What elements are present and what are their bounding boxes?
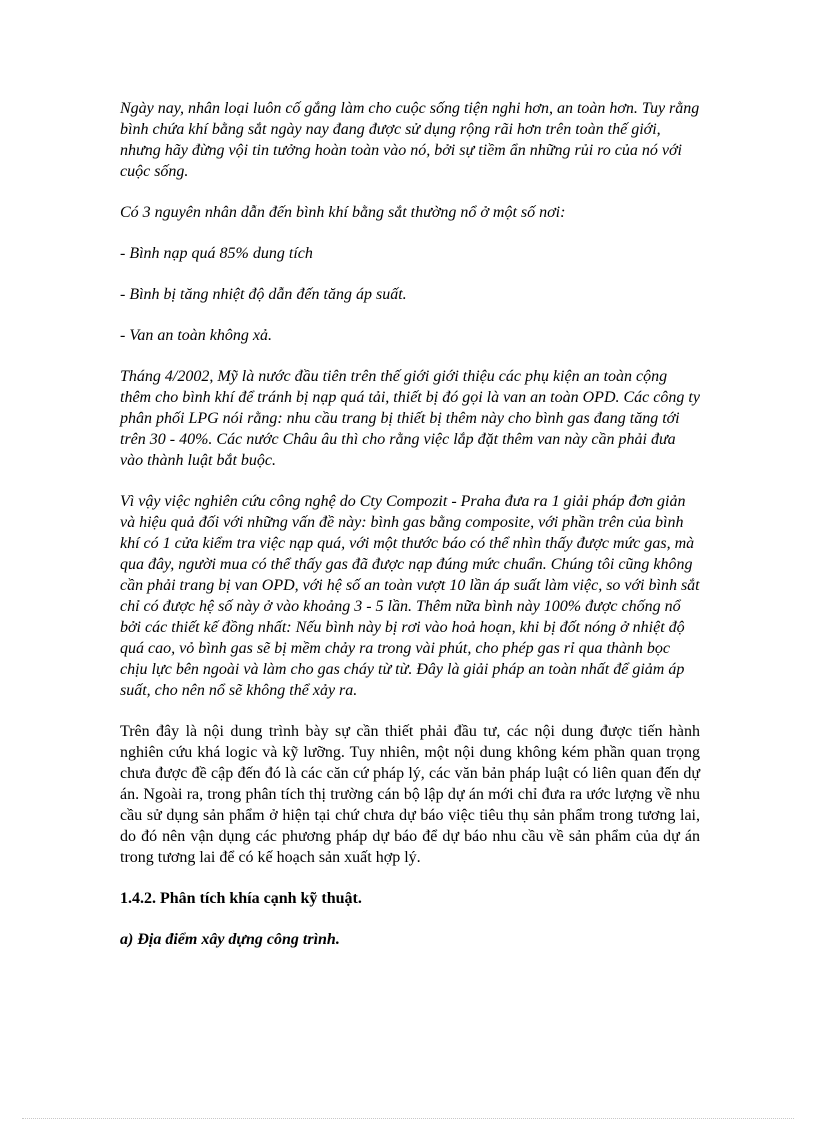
page-bottom-divider [22,1118,794,1119]
section-heading: 1.4.2. Phân tích khía cạnh kỹ thuật. [120,890,362,907]
paragraph-research: Vì vậy việc nghiên cứu công nghệ do Cty Compozit - Praha đưa ra 1 giải pháp đơn giản và hiệu quả đối với những vấn đề này: bình gas bằng composite, với phần trên của bình khí có 1 cửa kiểm tra việc nạp quá, với một thước báo có thể nhìn thấy được mức gas, mà qua đây, người mua có thể thấy gas đã được nạp đúng mức chuẩn. Chúng tôi cũng không cần phải trang bị van OPD, với hệ số an toàn vượt 10 lần áp suất làm việc, so với bình sắt chỉ có được hệ số này ở vào khoảng 3 - 5 lần. Thêm nữa bình này 100% được chống nổ bởi các thiết kế đồng nhất: Nếu bình này bị rơi vào hoả hoạn, khi bị đốt nóng ở nhiệt độ quá cao, vỏ bình gas sẽ bị mềm chảy ra trong vài phút, cho phép gas rỉ qua thành bọc chịu lực bên ngoài và làm cho gas cháy từ từ. Đây là giải pháp an toàn nhất để giảm áp suất, cho nên nổ sẽ không thể xảy ra. [120,493,700,699]
document-page [120,98,700,950]
paragraph-summary: Trên đây là nội dung trình bày sự cần thiết phải đầu tư, các nội dung được tiến hành nghiên cứu khá logic và kỹ lưỡng. Tuy nhiên, một nội dung không kém phần quan trọng chưa được đề cập đến đó là các căn cứ pháp lý, các văn bản pháp luật có liên quan đến dự án. Ngoài ra, trong phân tích thị trường cán bộ lập dự án mới chỉ đưa ra ước lượng về nhu cầu sử dụng sản phẩm ở hiện tại chứ chưa dự báo việc tiêu thụ sản phẩm trong tương lai, do đó nên vận dụng các phương pháp dự báo để dự báo nhu cầu về sản phẩm của dự án trong tương lai để có kế hoạch sản xuất hợp lý. [120,723,700,866]
list-item-cause-3: - Van an toàn không xả. [120,327,272,344]
list-item-cause-2: - Bình bị tăng nhiệt độ dẫn đến tăng áp suất. [120,286,407,303]
paragraph-april-2002: Tháng 4/2002, Mỹ là nước đầu tiên trên thế giới giới thiệu các phụ kiện an toàn cộng thêm cho bình khí để tránh bị nạp quá tải, thiết bị đó gọi là van an toàn OPD. Các công ty phân phối LPG nói rằng: nhu cầu trang bị thiết bị thêm này cho bình gas đang tăng tới trên 30 - 40%. Các nước Châu âu thì cho rằng việc lắp đặt thêm van này cần phải đưa vào thành luật bắt buộc. [120,368,700,469]
paragraph-intro: Ngày nay, nhân loại luôn cố gắng làm cho cuộc sống tiện nghi hơn, an toàn hơn. Tuy rằng bình chứa khí bằng sắt ngày nay đang được sử dụng rộng rãi hơn trên toàn thế giới, nhưng hãy đừng vội tin tưởng hoàn toàn vào nó, bởi sự tiềm ẩn những rủi ro của nó với cuộc sống. [120,100,700,180]
subsection-heading: a) Địa điểm xây dựng công trình. [120,931,340,948]
paragraph-causes-intro: Có 3 nguyên nhân dẫn đến bình khí bằng sắt thường nổ ở một số nơi: [120,204,566,221]
list-item-cause-1: - Bình nạp quá 85% dung tích [120,245,313,262]
